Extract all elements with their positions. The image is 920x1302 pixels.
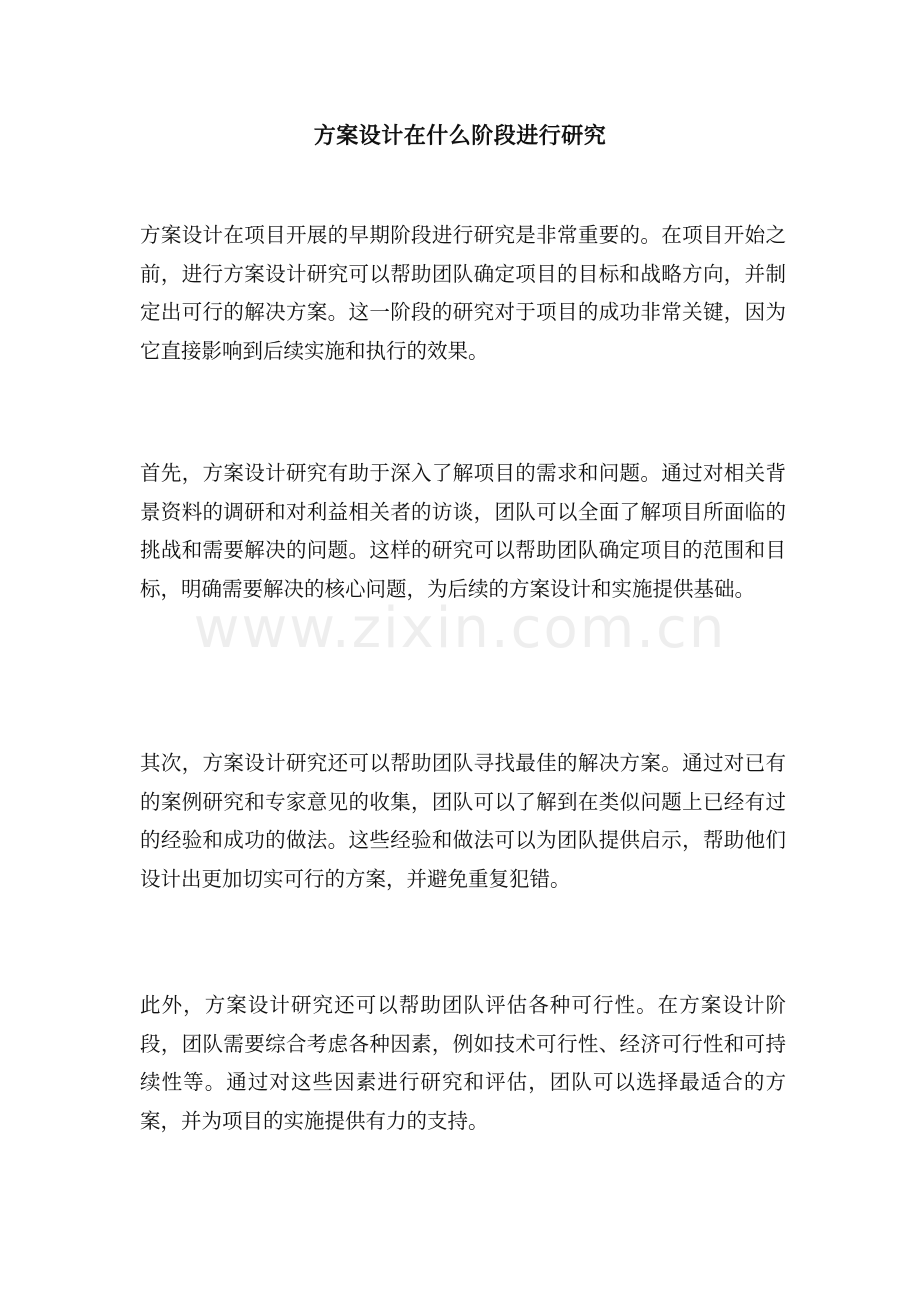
watermark: www.zixin.com.cn [193,596,727,661]
paragraph-3: 其次，方案设计研究还可以帮助团队寻找最佳的解决方案。通过对已有的案例研究和专家意见的收集，团队可以了解到在类似问题上已经有过的经验和成功的做法。这些经验和做法可以为团队提供启示，帮助他们设计出更加切实可行的方案，并避免重复犯错。 [140,751,786,891]
paragraph-1: 方案设计在项目开展的早期阶段进行研究是非常重要的。在项目开始之前，进行方案设计研究可以帮助团队确定项目的目标和战略方向，并制定出可行的解决方案。这一阶段的研究对于项目的成功非常关键，因为它直接影响到后续实施和执行的效果。 [140,223,786,363]
page-title: 方案设计在什么阶段进行研究 [313,123,607,149]
paragraph-4: 此外，方案设计研究还可以帮助团队评估各种可行性。在方案设计阶段，团队需要综合考虑各种因素，例如技术可行性、经济可行性和可持续性等。通过对这些因素进行研究和评估，团队可以选择最适合的方案，并为项目的实施提供有力的支持。 [140,993,786,1133]
paragraph-2: 首先，方案设计研究有助于深入了解项目的需求和问题。通过对相关背景资料的调研和对利益相关者的访谈，团队可以全面了解项目所面临的挑战和需要解决的问题。这样的研究可以帮助团队确定项目的范围和目标，明确需要解决的核心问题，为后续的方案设计和实施提供基础。 [140,461,786,601]
